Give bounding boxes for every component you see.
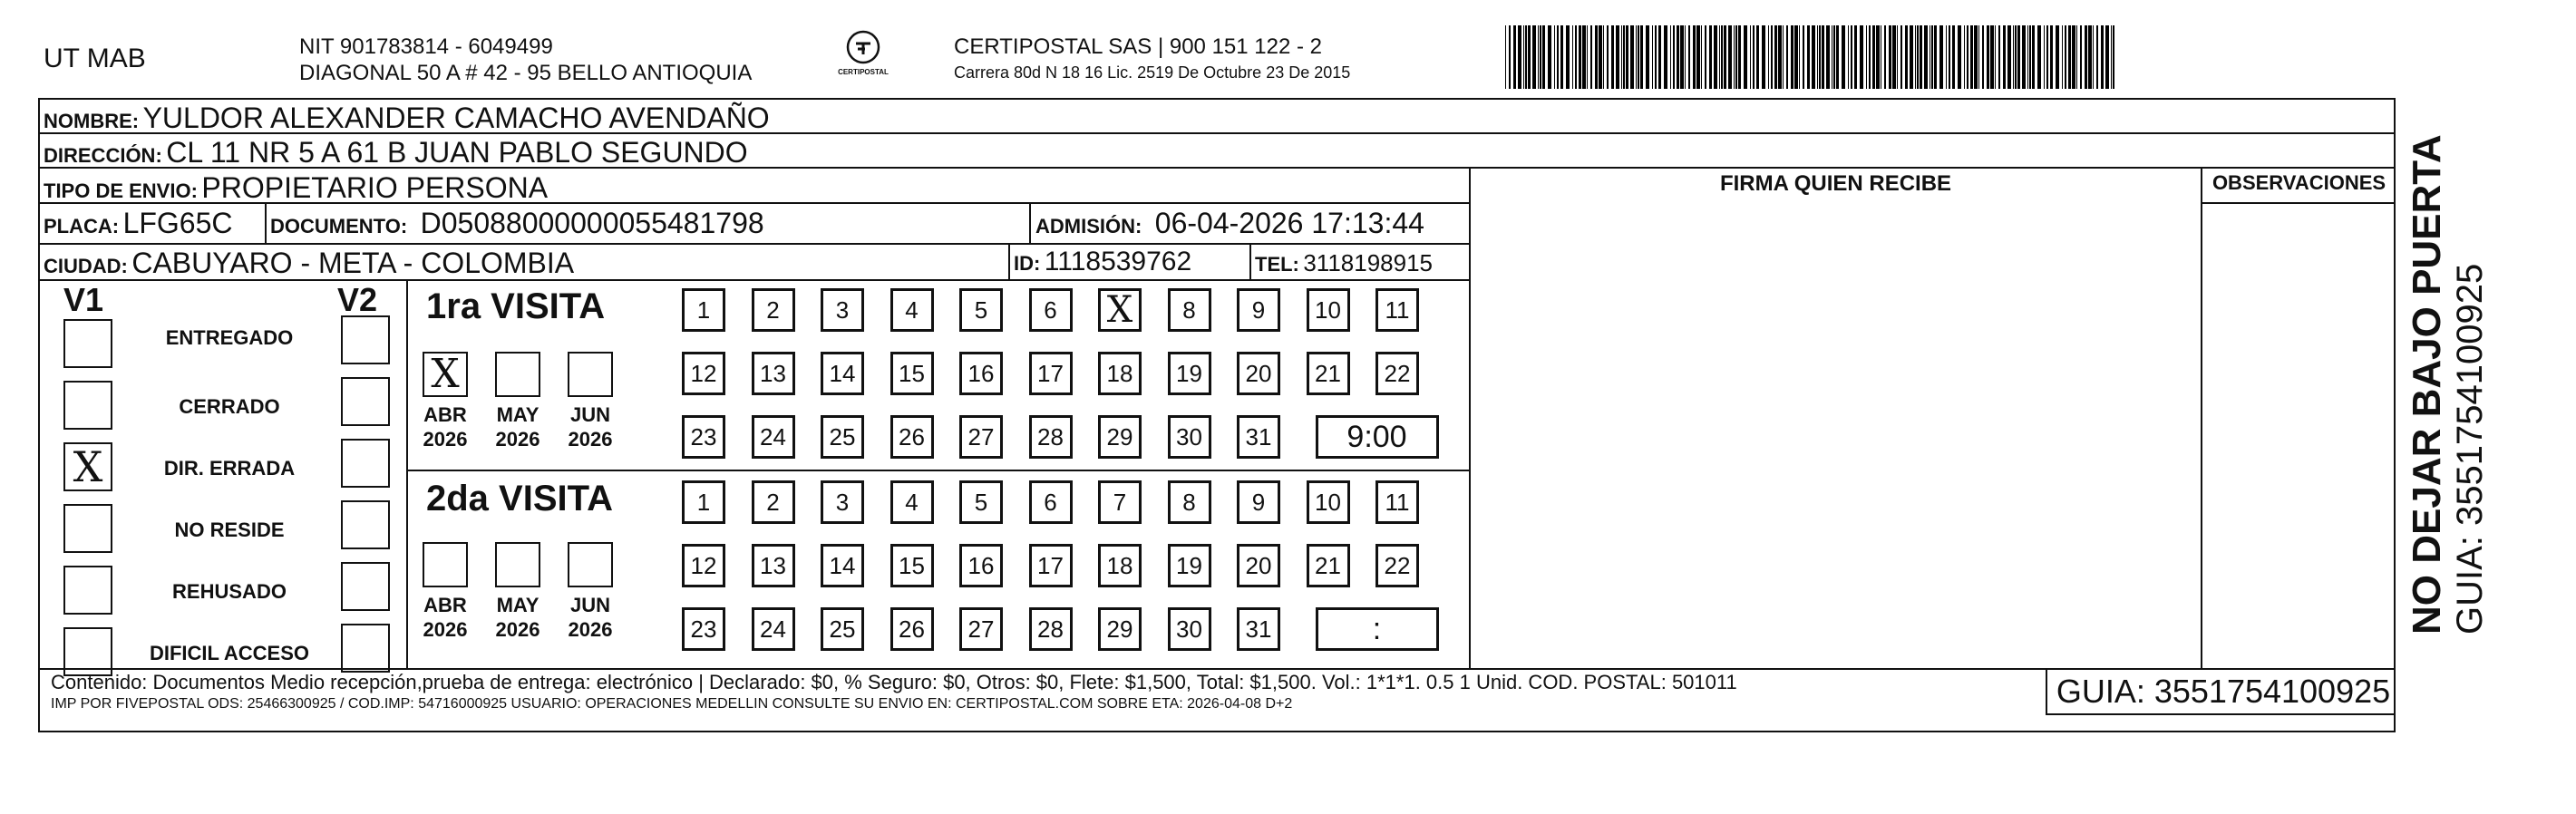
day-number: 14: [829, 359, 856, 387]
day-number: 23: [690, 615, 717, 643]
day-number: 19: [1176, 359, 1202, 387]
day-number: 15: [899, 359, 925, 387]
day-number: 23: [690, 422, 717, 451]
month-year: 2026: [423, 618, 468, 641]
day-number: 26: [899, 422, 925, 451]
first-day-box[interactable]: [959, 288, 1003, 332]
shipping-type-row: [44, 171, 548, 205]
day-number: 29: [1106, 615, 1133, 643]
day-number: 19: [1176, 551, 1202, 579]
day-number: 16: [967, 359, 995, 387]
first-day-box[interactable]: [682, 288, 725, 332]
first-day-box[interactable]: [1029, 288, 1073, 332]
day-number: 20: [1245, 551, 1272, 579]
v1-checkbox[interactable]: [63, 442, 112, 491]
second-day-box[interactable]: [1375, 544, 1419, 587]
day-number: 4: [905, 488, 919, 516]
first-day-box[interactable]: [1237, 352, 1280, 395]
day-number: 24: [760, 422, 786, 451]
second-month-checkbox[interactable]: [568, 542, 613, 587]
v1-checkbox[interactable]: [63, 504, 112, 553]
content-line: Contenido: Documentos Medio recepción,prueba de entrega: electrónico | Declarado: $0, % Seguro: $0, Otros: $0, Flete: $1,500, Total: $1,500. Vol.: 1*1*1. 0.5 1 Unid. COD. POSTAL: 501011: [51, 671, 1737, 693]
first-month-label: [486, 402, 549, 451]
day-number: 1: [696, 296, 711, 324]
v2-checkbox[interactable]: [341, 315, 390, 364]
first-day-box[interactable]: [1375, 288, 1419, 332]
day-number: 4: [905, 296, 919, 324]
id-cell: [1014, 247, 1191, 277]
second-visit-title: 2da VISITA: [426, 479, 613, 518]
day-number: 13: [760, 551, 786, 579]
carrier-name: CERTIPOSTAL SAS | 900 151 122 - 2: [954, 34, 1322, 59]
tel-value: 3118198915: [1303, 249, 1434, 276]
second-day-box[interactable]: [1029, 544, 1073, 587]
plate-label: PLACA:: [44, 215, 120, 237]
second-day-box[interactable]: [1307, 480, 1350, 524]
plate-cell: [44, 207, 233, 240]
second-day-box[interactable]: [1307, 544, 1350, 587]
logo-icon: [845, 29, 881, 65]
day-number: 28: [1037, 615, 1064, 643]
time-value: :: [1372, 611, 1382, 646]
day-number: 12: [690, 551, 717, 579]
company-name: UT MAB: [44, 44, 146, 73]
day-number: 26: [899, 615, 925, 643]
first-day-box[interactable]: [821, 288, 864, 332]
v1-checkbox[interactable]: [63, 381, 112, 430]
time-value: 9:00: [1346, 419, 1407, 454]
v1-checkbox[interactable]: [63, 319, 112, 368]
city-value: CABUYARO - META - COLOMBIA: [131, 247, 575, 279]
month-name: ABR: [423, 403, 467, 426]
address-label: DIRECCIÓN:: [44, 144, 162, 167]
day-number: 6: [1044, 296, 1057, 324]
day-number: 28: [1037, 422, 1064, 451]
first-day-box[interactable]: [1098, 288, 1142, 332]
side-guide-number: GUIA: 3551754100925: [2450, 263, 2490, 635]
status-label: ENTREGADO: [165, 326, 294, 349]
day-check-mark: X: [1106, 289, 1133, 331]
day-number: 12: [690, 359, 717, 387]
admission-value: 06-04-2026 17:13:44: [1154, 207, 1424, 239]
first-day-box[interactable]: [1168, 288, 1211, 332]
day-number: 30: [1176, 422, 1202, 451]
first-month-checkbox[interactable]: [423, 352, 468, 397]
shipping-type-label: TIPO DE ENVIO:: [44, 179, 198, 202]
day-number: 7: [1113, 488, 1127, 516]
day-number: 14: [829, 551, 856, 579]
month-year: 2026: [495, 428, 540, 451]
day-number: 18: [1106, 551, 1133, 579]
second-day-box[interactable]: [752, 607, 795, 651]
second-day-box[interactable]: [1098, 480, 1142, 524]
second-day-box[interactable]: [682, 607, 725, 651]
first-day-box[interactable]: [1375, 352, 1419, 395]
month-name: MAY: [496, 403, 540, 426]
city-label: CIUDAD:: [44, 255, 128, 277]
second-day-box[interactable]: [959, 480, 1003, 524]
second-day-box[interactable]: [959, 544, 1003, 587]
day-number: 27: [967, 615, 995, 643]
first-day-box[interactable]: [1237, 415, 1280, 459]
admission-cell: [1035, 207, 1424, 240]
second-day-box[interactable]: [821, 480, 864, 524]
first-day-box[interactable]: [752, 352, 795, 395]
second-day-box[interactable]: [890, 607, 934, 651]
day-number: 8: [1182, 488, 1196, 516]
day-number: 20: [1245, 359, 1272, 387]
observations-label: OBSERVACIONES: [2211, 171, 2386, 194]
status-label: DIR. ERRADA: [163, 457, 296, 480]
v1-check-mark: X: [73, 442, 103, 491]
day-number: 27: [967, 422, 995, 451]
day-number: 31: [1245, 422, 1272, 451]
status-label: REHUSADO: [172, 580, 287, 603]
first-day-box[interactable]: [752, 288, 795, 332]
first-day-box[interactable]: [1237, 288, 1280, 332]
side-text: [2405, 127, 2490, 635]
document-label: DOCUMENTO:: [270, 215, 408, 237]
day-number: 22: [1384, 359, 1411, 387]
first-day-box[interactable]: [821, 415, 864, 459]
v1-checkbox[interactable]: [63, 627, 112, 676]
day-number: 2: [766, 296, 780, 324]
day-number: 5: [974, 296, 988, 324]
second-day-box[interactable]: [890, 480, 934, 524]
day-number: 5: [974, 488, 988, 516]
month-name: JUN: [569, 594, 610, 616]
first-month-label: [559, 402, 622, 451]
second-month-checkbox[interactable]: [423, 542, 468, 587]
recipient-address: CL 11 NR 5 A 61 B JUAN PABLO SEGUNDO: [166, 136, 748, 169]
day-number: 22: [1384, 551, 1411, 579]
first-day-box[interactable]: [959, 415, 1003, 459]
day-number: 17: [1037, 551, 1064, 579]
second-day-box[interactable]: [821, 607, 864, 651]
name-label: NOMBRE:: [44, 110, 140, 132]
document-cell: [270, 207, 764, 240]
second-month-label: [413, 593, 477, 642]
second-month-label: [559, 593, 622, 642]
logo-text: CERTIPOSTAL: [838, 68, 889, 76]
second-day-box[interactable]: [682, 480, 725, 524]
document-value: D05088000000055481798: [420, 207, 764, 239]
admission-label: ADMISIÓN:: [1035, 215, 1142, 237]
v2-label: V2: [337, 281, 378, 318]
v2-checkbox[interactable]: [341, 439, 390, 488]
certipostal-logo: [836, 29, 890, 76]
status-label: NO RESIDE: [174, 518, 285, 541]
id-value: 1118539762: [1044, 247, 1192, 276]
day-number: 21: [1315, 359, 1341, 387]
first-day-box[interactable]: [1098, 352, 1142, 395]
day-number: 2: [766, 488, 780, 516]
month-name: MAY: [496, 594, 540, 616]
day-number: 11: [1385, 488, 1410, 516]
second-day-box[interactable]: [682, 544, 725, 587]
second-day-box[interactable]: [959, 607, 1003, 651]
recipient-name: YULDOR ALEXANDER CAMACHO AVENDAÑO: [142, 102, 770, 134]
day-number: 21: [1315, 551, 1341, 579]
first-time-box[interactable]: [1316, 415, 1439, 459]
day-number: 9: [1251, 296, 1266, 324]
v1-label: V1: [63, 281, 104, 318]
first-day-box[interactable]: [890, 288, 934, 332]
day-number: 9: [1251, 488, 1266, 516]
day-number: 8: [1182, 296, 1196, 324]
second-day-box[interactable]: [1029, 607, 1073, 651]
imp-line: IMP POR FIVEPOSTAL ODS: 25466300925 / COD.IMP: 54716000925 USUARIO: OPERACIONES MEDELLIN CONSULTE SU ENVIO EN: CERTIPOSTAL.COM SOBRE ETA: 2026-04-08 D+2: [51, 696, 1293, 712]
second-day-box[interactable]: [1098, 607, 1142, 651]
footer-guide-number: GUIA: 3551754100925: [2056, 673, 2391, 710]
second-day-box[interactable]: [1168, 607, 1211, 651]
city-cell: [44, 247, 574, 280]
second-day-box[interactable]: [752, 480, 795, 524]
name-row: [44, 102, 770, 135]
first-month-checkbox[interactable]: [495, 352, 540, 397]
day-number: 1: [696, 488, 711, 516]
first-day-box[interactable]: [682, 352, 725, 395]
tel-label: TEL:: [1255, 253, 1299, 276]
day-number: 17: [1037, 359, 1064, 387]
month-year: 2026: [568, 618, 613, 641]
shipping-type: PROPIETARIO PERSONA: [201, 171, 549, 204]
first-day-box[interactable]: [1168, 352, 1211, 395]
plate-value: LFG65C: [122, 207, 233, 239]
second-day-box[interactable]: [752, 544, 795, 587]
month-name: JUN: [569, 403, 610, 426]
day-number: 10: [1315, 488, 1341, 516]
second-day-box[interactable]: [890, 544, 934, 587]
day-number: 3: [835, 296, 850, 324]
second-day-box[interactable]: [821, 544, 864, 587]
day-number: 15: [899, 551, 925, 579]
day-number: 29: [1106, 422, 1133, 451]
first-day-box[interactable]: [890, 415, 934, 459]
status-label: DIFICIL ACCESO: [149, 642, 309, 664]
v2-checkbox[interactable]: [341, 500, 390, 549]
company-nit: NIT 901783814 - 6049499: [299, 34, 553, 59]
second-month-label: [486, 593, 549, 642]
second-day-box[interactable]: [1237, 480, 1280, 524]
id-label: ID:: [1014, 252, 1041, 275]
day-number: 30: [1176, 615, 1202, 643]
day-number: 24: [760, 615, 786, 643]
second-day-box[interactable]: [1237, 544, 1280, 587]
month-year: 2026: [423, 428, 468, 451]
no-under-door-warning: NO DEJAR BAJO PUERTA: [2405, 134, 2449, 635]
first-day-box[interactable]: [821, 352, 864, 395]
address-row: [44, 136, 748, 170]
first-day-box[interactable]: [1168, 415, 1211, 459]
second-day-box[interactable]: [1237, 607, 1280, 651]
second-day-box[interactable]: [1168, 544, 1211, 587]
second-month-checkbox[interactable]: [495, 542, 540, 587]
day-number: 13: [760, 359, 786, 387]
day-number: 11: [1385, 296, 1410, 324]
day-number: 6: [1044, 488, 1057, 516]
month-year: 2026: [568, 428, 613, 451]
second-time-box[interactable]: [1316, 607, 1439, 651]
second-day-box[interactable]: [1098, 544, 1142, 587]
tel-cell: [1255, 249, 1433, 277]
v2-checkbox[interactable]: [341, 377, 390, 426]
v2-checkbox[interactable]: [341, 624, 390, 673]
day-number: 18: [1106, 359, 1133, 387]
barcode: [1505, 25, 2212, 89]
first-visit-title: 1ra VISITA: [426, 286, 606, 326]
company-address: DIAGONAL 50 A # 42 - 95 BELLO ANTIOQUIA: [299, 61, 753, 85]
day-number: 16: [967, 551, 995, 579]
first-day-box[interactable]: [1029, 352, 1073, 395]
v1-checkbox[interactable]: [63, 566, 112, 615]
second-day-box[interactable]: [1029, 480, 1073, 524]
first-day-box[interactable]: [1098, 415, 1142, 459]
first-day-box[interactable]: [682, 415, 725, 459]
signature-label: FIRMA QUIEN RECIBE: [1719, 171, 1952, 196]
status-label: CERRADO: [179, 395, 280, 418]
first-day-box[interactable]: [1307, 288, 1350, 332]
carrier-license: Carrera 80d N 18 16 Lic. 2519 De Octubre 23 De 2015: [954, 63, 1351, 82]
month-year: 2026: [495, 618, 540, 641]
first-month-label: [413, 402, 477, 451]
month-name: ABR: [423, 594, 467, 616]
day-number: 25: [829, 422, 856, 451]
second-day-box[interactable]: [1168, 480, 1211, 524]
first-day-box[interactable]: [890, 352, 934, 395]
day-number: 25: [829, 615, 856, 643]
first-day-box[interactable]: [1307, 352, 1350, 395]
v2-checkbox[interactable]: [341, 562, 390, 611]
day-number: 10: [1315, 296, 1341, 324]
first-day-box[interactable]: [752, 415, 795, 459]
first-day-box[interactable]: [1029, 415, 1073, 459]
month-check-mark: X: [431, 351, 460, 397]
first-day-box[interactable]: [959, 352, 1003, 395]
day-number: 31: [1245, 615, 1272, 643]
first-month-checkbox[interactable]: [568, 352, 613, 397]
day-number: 3: [835, 488, 850, 516]
second-day-box[interactable]: [1375, 480, 1419, 524]
